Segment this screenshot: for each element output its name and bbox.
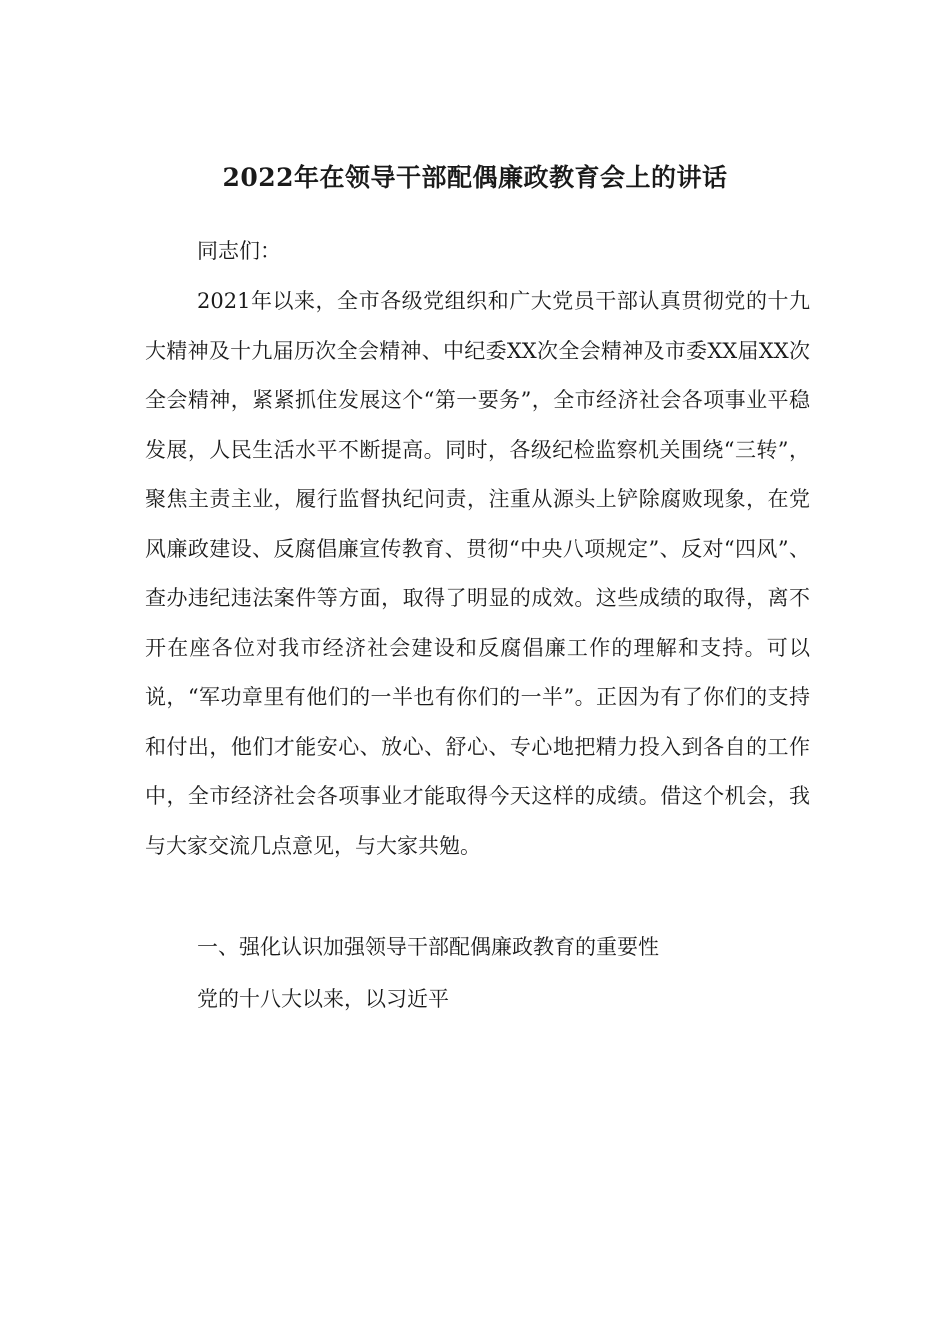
body-paragraph-1: 2021年以来，全市各级党组织和广大党员干部认真贯彻党的十九大精神及十九届历次全会精神、中纪委XX次全会精神及市委XX届XX次全会精神，紧紧抓住发展这个“第一要务”，全市经济社会各项事业平稳发展，人民生活水平不断提高。同时，各级纪检监察机关围绕“三转”，聚焦主责主业，履行监督执纪问责，注重从源头上铲除腐败现象，在党风廉政建设、反腐倡廉宣传教育、贯彻“中央八项规定”、反对“四风”、查办违纪违法案件等方面，取得了明显的成效。这些成绩的取得，离不开在座各位对我市经济社会建设和反腐倡廉工作的理解和支持。可以说，“军功章里有他们的一半也有你们的一半”。正因为有了你们的支持和付出，他们才能安心、放心、舒心、专心地把精力投入到各自的工作中，全市经济社会各项事业才能取得今天这样的成绩。借这个机会，我与大家交流几点意见，与大家共勉。 xyxy=(145,289,810,858)
section-heading-1: 一、强化认识加强领导干部配偶廉政教育的重要性 xyxy=(197,935,659,959)
salutation: 同志们： xyxy=(197,239,281,263)
document-title: 2022年在领导干部配偶廉政教育会上的讲话 xyxy=(222,163,728,192)
body-paragraph-2: 党的十八大以来，以习近平 xyxy=(197,987,449,1011)
